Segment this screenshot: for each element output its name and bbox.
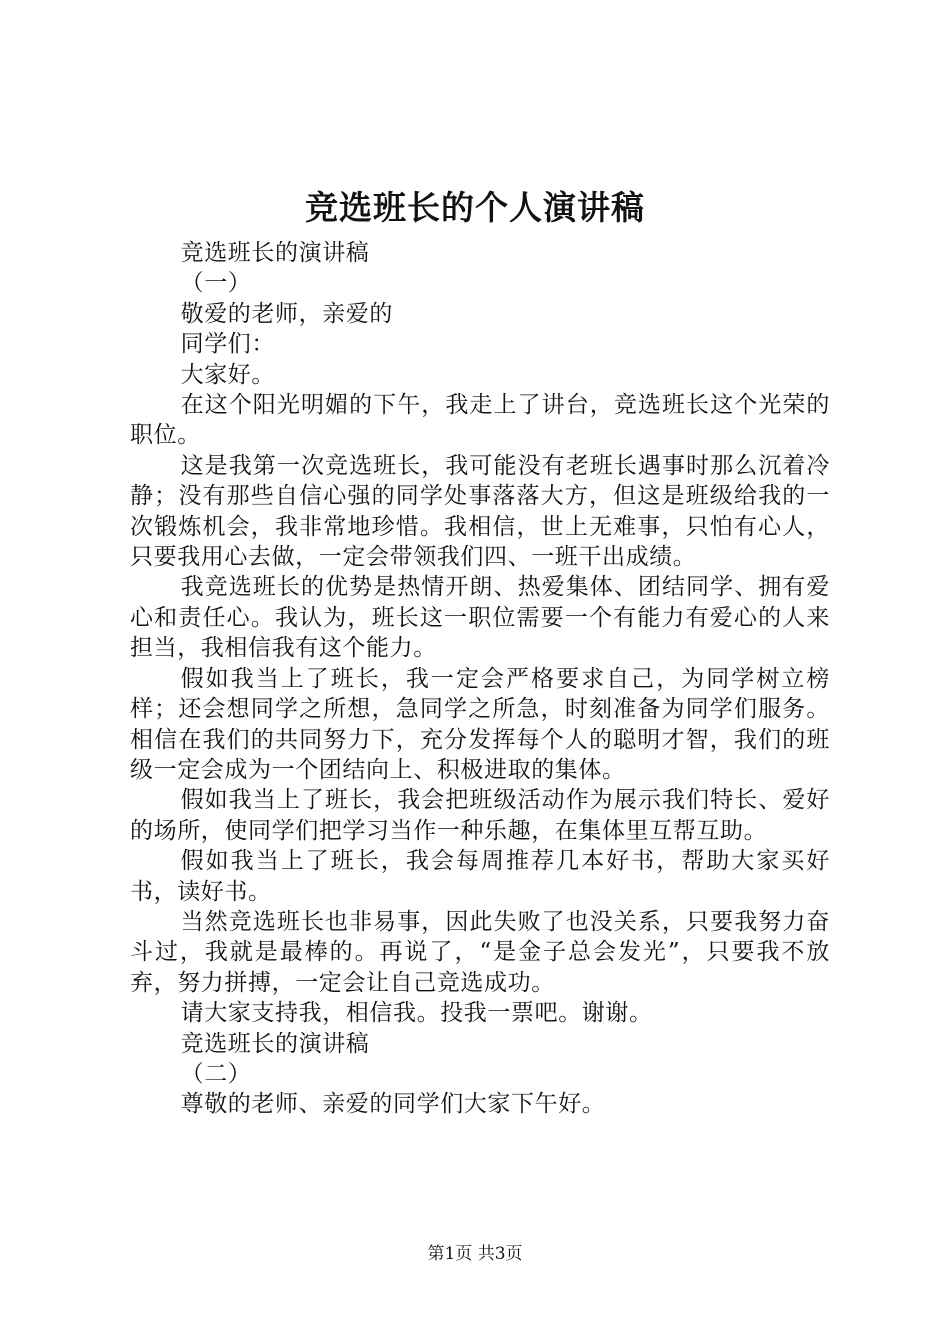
paragraph: 敬爱的老师，亲爱的 [180,300,393,327]
paragraph: 请大家支持我，相信我。投我一票吧。谢谢。 [180,1000,653,1027]
paragraph: 这是我第一次竞选班长，我可能没有老班长遇事时那么沉着冷静；没有那些自信心强的同学处事落落大方，但这是班级给我的一次锻炼机会，我非常地珍惜。我相信，世上无难事，只怕有心人，只要我用心去做，一定会带领我们四、一班干出成绩。 [130,452,830,571]
document-body [130,238,830,1120]
paragraph: 竞选班长的演讲稿 [180,240,370,266]
paragraph: （二） [180,1060,252,1087]
paragraph: 在这个阳光明媚的下午，我走上了讲台，竞选班长这个光荣的职位。 [130,392,830,449]
paragraph: 假如我当上了班长，我会每周推荐几本好书，帮助大家买好书，读好书。 [130,848,830,905]
paragraph: 同学们： [180,331,275,358]
paragraph: 假如我当上了班长，我一定会严格要求自己，为同学树立榜样；还会想同学之所想，急同学之所急，时刻准备为同学们服务。相信在我们的共同努力下，充分发挥每个人的聪明才智，我们的班级一定会成为一个团结向上、积极进取的集体。 [130,665,830,783]
paragraph: （一） [180,270,252,297]
paragraph: 尊敬的老师、亲爱的同学们大家下午好。 [180,1091,606,1118]
page-footer: 第1页 共3页 [427,1244,523,1264]
paragraph: 竞选班长的演讲稿 [180,1030,370,1057]
document-title: 竞选班长的个人演讲稿 [305,188,645,227]
paragraph: 假如我当上了班长，我会把班级活动作为展示我们特长、爱好的场所，使同学们把学习当作一种乐趣，在集体里互帮互助。 [130,787,830,844]
paragraph: 大家好。 [180,361,275,388]
paragraph: 我竞选班长的优势是热情开朗、热爱集体、团结同学、拥有爱心和责任心。我认为，班长这一职位需要一个有能力有爱心的人来担当，我相信我有这个能力。 [130,574,830,662]
paragraph: 当然竞选班长也非易事，因此失败了也没关系，只要我努力奋斗过，我就是最棒的。再说了，“是金子总会发光”，只要我不放弃，努力拼搏，一定会让自己竞选成功。 [130,908,830,996]
